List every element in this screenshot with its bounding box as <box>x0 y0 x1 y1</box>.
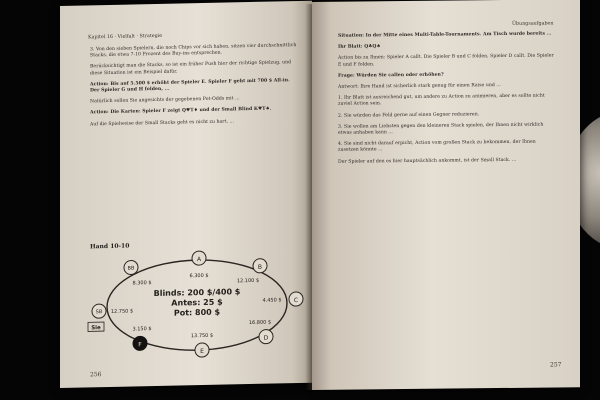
right-page-text <box>338 31 554 170</box>
right-action: Action bis zu Ihnen: Spieler A callt. Die Spieler B und C folden, Spieler D callt. Die Spieler E und F folden. <box>338 53 554 68</box>
seat-b-label: B <box>257 263 263 271</box>
table-blinds: Blinds: 200 $/400 $ <box>153 287 241 299</box>
right-numbered-2: 2. Sie würden das Feld gerne auf einen Gegner reduzieren. <box>338 111 480 119</box>
seat-sb-stack: 12.750 $ <box>110 308 134 315</box>
seat-c-stack: 4.450 $ <box>262 297 282 304</box>
book-right-page <box>312 0 580 390</box>
left-paragraph-1: 3. Von den sieben Spielern, die noch Chips vor sich haben, sitzen vier durchschnittlich Stacks, die etwa 7-10 Prozent des Buy-ins entsprechen. <box>90 43 297 59</box>
left-page-header: Kapitel 16 · Vielfalt · Strategie <box>88 33 163 41</box>
right-numbered-4: 4. Sie sind nicht darauf erpicht, Action vom großen Stack zu bekommen, der Ihnen zusetzen könnte ... <box>338 139 536 154</box>
right-antwort: Antwort: Ihre Hand ist sicherlich stark genug für einen Raise und ... <box>338 83 501 90</box>
seat-f-stack: 3.150 $ <box>132 326 152 333</box>
left-paragraph-6: Auf die Spielweise der Small Stacks geht es nicht zu hart, ... <box>90 118 234 127</box>
seat-d-stack: 16.800 $ <box>248 319 272 327</box>
seat-b-stack: 12.100 $ <box>236 277 260 285</box>
seat-f-label: F <box>138 341 142 349</box>
seat-sb-label: SB <box>95 309 103 316</box>
sie-label: Sie <box>91 325 101 332</box>
right-intro: Situation: In der Mitte eines Multi-Table-Tournaments. Am Tisch wurde bereits ... <box>338 31 552 39</box>
seat-e-label: E <box>200 347 204 356</box>
right-closing: Der Spieler auf den es hier hauptsächlich ankommt, ist der Small Stack. ... <box>338 157 517 165</box>
seat-e-stack: 13.750 $ <box>190 332 214 340</box>
right-frage: Frage: Würden Sie callen oder erhöhen? <box>338 72 444 79</box>
right-ihr-blatt: Ihr Blatt: Q♣Q♠ <box>338 44 381 50</box>
left-paragraph-2: Berücksichtigt man die Stacks, so ist ein früher Push hier der richtige Spielzug, und diese Situation ist ein Beispiel dafür. <box>90 60 292 76</box>
seat-a-label: A <box>196 256 202 264</box>
poker-table-diagram <box>82 241 312 366</box>
left-paragraph-4: Natürlich sollen Sie angesichts der gegebenen Pot-Odds mit ... <box>90 96 240 105</box>
left-page-text <box>90 43 300 133</box>
right-page-header: Übungsaufgaben <box>512 21 554 27</box>
seat-bb-label: BB <box>127 265 135 272</box>
seat-d-label: D <box>263 334 269 342</box>
seat-bb-stack: 8.300 $ <box>132 280 152 287</box>
hand-label: Hand 10-10 <box>90 242 130 251</box>
left-paragraph-5: Action: Die Karten: Spieler F zeigt Q♥T♦ und der Small Blind K♥T♠. <box>90 106 272 116</box>
left-paragraph-3: Action: Bis auf 5.500 $ erhöht der Spieler E. Spieler F geht mit 700 $ All-in. Der Spieler G und H folden, ... <box>90 77 290 94</box>
right-numbered-1: 1. Ihr Blatt ist ausreichend gut, um andere zu Action zu animieren, aber es sollte nicht zuviel Action sein. <box>338 93 545 108</box>
right-numbered-3: 3. Sie wollen am Liebsten gegen den kleineren Stack spielen, der Ihnen nicht wirklich etwas anhaben kann ... <box>338 122 544 136</box>
left-page-number: 256 <box>90 371 102 379</box>
table-antes: Antes: 25 $ <box>171 297 223 308</box>
right-page-number: 257 <box>550 361 562 369</box>
seat-c-label: C <box>293 297 299 305</box>
book-left-page <box>60 1 312 388</box>
seat-a-stack: 6.300 $ <box>189 272 209 280</box>
table-pot: Pot: 800 $ <box>173 307 221 318</box>
